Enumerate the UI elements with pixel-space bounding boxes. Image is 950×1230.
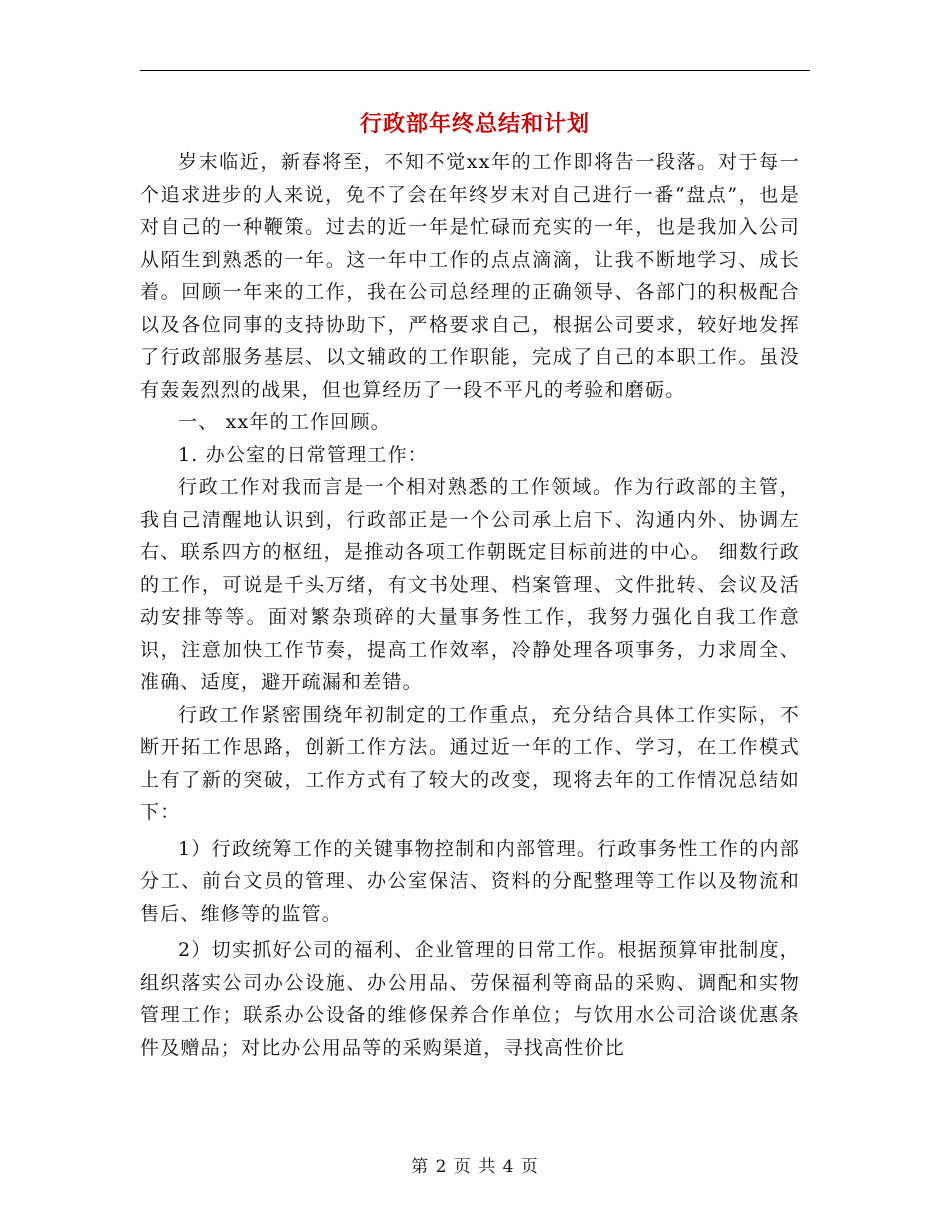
subsection-heading: 1. 办公室的日常管理工作： xyxy=(178,443,428,466)
header-rule xyxy=(140,70,810,71)
paragraph-body: 行政工作对我而言是一个相对熟悉的工作领域。作为行政部的主管，我自己清醒地认识到，行政部正是一个公司承上启下、沟通内外、协调左右、联系四方的枢纽，是推动各项工作朝既定目标前进的中心。 细数行政的工作，可说是千头万绪，有文书处理、档案管理、文件批转、会议及活动安排等等。面对繁杂琐碎的大量事务性工作，我努力强化自我工作意识，注意加快工作节奏，提高工作效率，冷静处理各项事务，力求周全、准确、适度，避开疏漏和差错。 xyxy=(140,476,800,693)
paragraph-intro: 岁末临近，新春将至，不知不觉xx年的工作即将告一段落。对于每一个追求进步的人来说，免不了会在年终岁末对自己进行一番“盘点”，也是对自己的一种鞭策。过去的近一年是忙碌而充实的一年，也是我加入公司从陌生到熟悉的一年。这一年中工作的点点滴滴，让我不断地学习、成长着。回顾一年来的工作，我在公司总经理的正确领导、各部门的积极配合以及各位同事的支持协助下，严格要求自己，根据公司要求，较好地发挥了行政部服务基层、以文辅政的工作职能，完成了自己的本职工作。虽没有轰轰烈烈的战果，但也算经历了一段不平凡的考验和磨砺。 xyxy=(140,151,800,401)
page-number: 第 2 页 共 4 页 xyxy=(411,1157,539,1177)
paragraph-body: 行政工作紧密围绕年初制定的工作重点，充分结合具体工作实际，不断开拓工作思路，创新工作方法。通过近一年的工作、学习，在工作模式上有了新的突破，工作方式有了较大的改变，现将去年的工作情况总结如下： xyxy=(140,703,800,823)
document-body xyxy=(140,146,800,1064)
document-title: 行政部年终总结和计划 xyxy=(359,111,590,137)
list-item: 2）切实抓好公司的福利、企业管理的日常工作。根据预算审批制度，组织落实公司办公设施、办公用品、劳保福利等商品的采购、调配和实物管理工作；联系办公设备的维修保养合作单位；与饮用水公司洽谈优惠条件及赠品；对比办公用品等的采购渠道，寻找高性价比 xyxy=(140,939,800,1059)
section-heading: 一、 xx年的工作回顾。 xyxy=(178,411,391,433)
list-item: 1）行政统筹工作的关键事物控制和内部管理。行政事务性工作的内部分工、前台文员的管理、办公室保洁、资料的分配整理等工作以及物流和售后、维修等的监管。 xyxy=(140,837,800,925)
